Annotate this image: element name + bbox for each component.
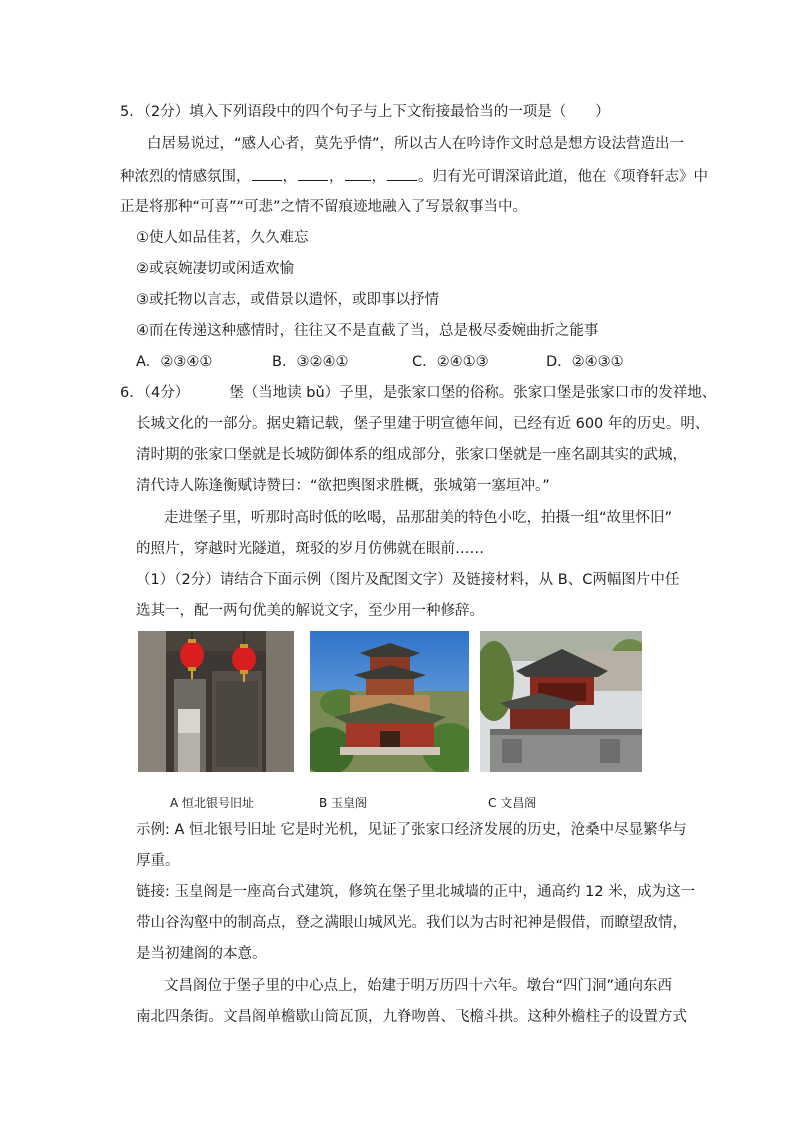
wenchang-pavilion-image [480, 631, 642, 772]
option-d[interactable]: D．②④③① [546, 354, 624, 370]
blank-1 [252, 166, 282, 181]
example-line-2: 厚重。 [136, 853, 180, 869]
blank-2 [298, 166, 328, 181]
link-line-5: 南北四条街。文昌阁单檐歇山筒瓦顶，九脊吻兽、飞檐斗拱。这种外檐柱子的设置方式 [136, 1009, 687, 1025]
link-line-1: 链接: 玉皇阁是一座高台式建筑，修筑在堡子里北城墙的正中，通高约 12 米，成为这一 [136, 884, 696, 900]
photo-hengbei-bank [138, 631, 294, 772]
link-line-3: 是当初建阁的本意。 [136, 946, 267, 962]
link-line-4: 文昌阁位于堡子里的中心点上，始建于明万历四十六年。墩台“四门洞”通向东西 [164, 978, 673, 994]
q6-sub1-line-1: （1）（2分）请结合下面示例（图片及配图文字）及链接材料，从 B、C两幅图片中任 [136, 572, 680, 588]
option-c[interactable]: C．②④①③ [412, 354, 489, 370]
caption-a: A 恒北银号旧址 [170, 796, 255, 810]
q5-sentence-1: ①使人如品佳茗，久久难忘 [136, 230, 309, 246]
q5-sentence-3: ③或托物以言志，或借景以遣怀，或即事以抒情 [136, 292, 439, 308]
q5-paragraph-line-3: 正是将那种“可喜”“可悲”之情不留痕迹地融入了写景叙事当中。 [120, 199, 528, 215]
photo-wenchang-pavilion [480, 631, 642, 772]
q6-intro-line-2: 长城文化的一部分。据史籍记载，堡子里建于明宣德年间，已经有近 600 年的历史。明、 [136, 416, 710, 432]
blank-4 [387, 166, 417, 181]
q5-header: 5．（2分）填入下列语段中的四个句子与上下文衔接最恰当的一项是（ ） [120, 104, 610, 120]
option-b[interactable]: B．③②④① [272, 354, 349, 370]
yuhuang-pavilion-image [310, 631, 469, 772]
q6-intro-line-6: 的照片，穿越时光隧道，斑驳的岁月仿佛就在眼前…… [136, 541, 484, 557]
option-a[interactable]: A．②③④① [136, 354, 213, 370]
q6-intro-line-3: 清时期的张家口堡就是长城防御体系的组成部分，张家口堡就是一座名副其实的武城， [136, 447, 687, 463]
q5-sentence-4: ④而在传递这种感情时，往往又不是直截了当，总是极尽委婉曲折之能事 [136, 323, 599, 339]
photo-yuhuang-pavilion [310, 631, 469, 772]
example-line-1: 示例: A 恒北银号旧址 它是时光机，见证了张家口经济发展的历史，沧桑中尽显繁华与 [136, 822, 687, 838]
blank-3 [345, 166, 371, 181]
q6-intro-line-5: 走进堡子里，听那时高时低的吆喝，品那甜美的特色小吃，拍摄一组“故里怀旧” [164, 510, 673, 526]
caption-b: B 玉皇阁 [319, 796, 368, 810]
q5-sentence-2: ②或哀婉凄切或闲适欢愉 [136, 261, 294, 277]
q5-paragraph-line-2: 种浓烈的情感氛围， ， ， ， 。归有光可谓深谙此道，他在《项脊轩志》中 [120, 166, 708, 187]
caption-c: C 文昌阁 [488, 796, 537, 810]
q6-header-line-1: 6．（4分） 堡（当地读 bǔ）子里，是张家口堡的俗称。张家口堡是张家口市的发祥地、 [120, 385, 717, 401]
q6-sub1-line-2: 选其一，配一两句优美的解说文字，至少用一种修辞。 [136, 603, 484, 619]
q6-intro-line-4: 清代诗人陈逢衡赋诗赞曰：“欲把舆图求胜概，张城第一塞垣冲。” [136, 478, 550, 494]
gate-lanterns-image [138, 631, 294, 772]
link-line-2: 带山谷沟壑中的制高点，登之满眼山城风光。我们以为古时祀神是假借，而瞭望敌情， [136, 915, 687, 931]
q5-paragraph-line-1: 白居易说过，“感人心者，莫先乎情”，所以古人在吟诗作文时总是想方设法营造出一 [147, 136, 685, 152]
